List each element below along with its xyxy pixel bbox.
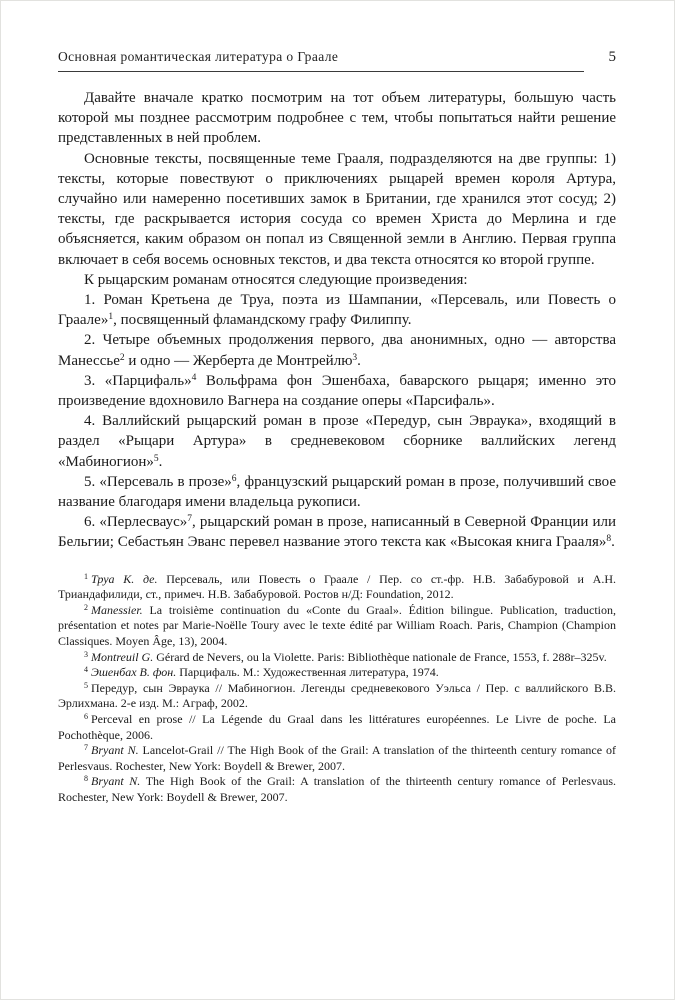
footnote: $^1$ Труа К. де. Персеваль, или Повесть о Граале / Пер. со ст.-фр. Н.В. Забабуровой и А.Н. Триандафилиди, ст., примеч. Н.В. Забабуровой. Ростов н/Д: Foundation, 2012. — [58, 571, 616, 602]
footnote: $^4$ Эшенбах В. фон. Парцифаль. М.: Художественная литература, 1974. — [84, 665, 439, 680]
italic-text: Эшенбах В. фон. — [91, 665, 177, 680]
paragraph: Давайте вначале кратко посмотрим на тот объем литературы, большую часть которой мы позднее рассмотрим подробнее с тем, чтобы попытаться найти решение представленных в ней проблем. — [58, 90, 616, 147]
footnote-ref: 2 — [119, 352, 125, 363]
page-header — [58, 49, 616, 66]
italic-text: Manessier. — [91, 602, 143, 617]
italic-text: Труа К. де. — [91, 571, 158, 586]
footnote-marker: 7 — [84, 743, 88, 753]
footnote-ref: 5 — [153, 453, 159, 464]
running-title: Основная романтическая литература о Граале — [58, 49, 339, 64]
body-text — [58, 88, 616, 553]
footnote-ref: 4 — [191, 372, 197, 383]
footnote: $^2$ Manessier. La troisième continuation du «Conte du Graal». Édition bilingue. Publication, traduction, présentation et notes par Marie-Noëlle Toury avec le texte édité par William Roach. Paris, Champion (Champion Classiques. Moyen Âge, 13), 2004. — [58, 602, 616, 649]
footnote-marker: 1 — [84, 571, 88, 581]
italic-text: Bryant N. — [91, 743, 139, 758]
footnote-marker: 6 — [84, 712, 88, 722]
footnote: $^5$ Передур, сын Эвраука // Мабиногион. Легенды средневекового Уэльса / Пер. с валлийского В.В. Эрлихмана. 2-е изд. М.: Аграф, 2002. — [58, 680, 616, 711]
footnote-ref: 7 — [187, 514, 192, 525]
footnote-ref: 1 — [108, 312, 114, 323]
italic-text: Bryant N. — [91, 774, 141, 789]
paragraph: 3. «Парцифаль»$^4$ Вольфрама фон Эшенбаха, баварского рыцаря; именно это произведение вдохновило Вагнера на создание оперы «Парсифаль». — [58, 372, 616, 410]
paragraph: 2. Четыре объемных продолжения первого, два анонимных, одно — авторства Манессье$^2$ и одно — Жерберта де Монтрейлю$^3$. — [58, 332, 616, 369]
italic-text: Montreuil G. — [91, 649, 154, 664]
paragraph: 6. «Перлесваус»$^7$, рыцарский роман в прозе, написанный в Северной Франции или Бельгии; Себастьян Эванс перевел название этого текста как «Высокая книга Грааля»$^8$. — [58, 514, 616, 551]
page-number: 5 — [608, 49, 616, 65]
paragraph: Основные тексты, посвященные теме Грааля, подразделяются на две группы: 1) тексты, которые повествуют о приключениях рыцарей времен короля Артура, случайно или намеренно посетивших замок в Британии, где хранился этот сосуд; 2) тексты, где раскрывается история сосуда со времен Христа до Мерлина и где объясняется, каким образом он попал из Священной земли в Англию. Первая группа включает в себя восемь основных текстов, и два текста относятся ко второй группе. — [58, 150, 616, 268]
footnote-ref: 3 — [352, 352, 358, 363]
footnote-marker: 4 — [84, 665, 88, 675]
footnote: $^8$ Bryant N. The High Book of the Grail: A translation of the thirteenth century romance of Perlesvaus. Rochester, New York: Boydell & Brewer, 2007. — [58, 774, 616, 804]
footnote: $^7$ Bryant N. Lancelot-Grail // The High Book of the Grail: A translation of the thirteenth century romance of Perlesvaus. Rochester, New York: Boydell & Brewer, 2007. — [58, 743, 616, 773]
footnote: $^6$ Perceval en prose // La Légende du Graal dans les littératures européennes. Le Livre de poche. La Pochothèque, 2006. — [58, 712, 616, 742]
footnote-marker: 2 — [84, 602, 88, 612]
paragraph: 4. Валлийский рыцарский роман в прозе «Передур, сын Эвраука», входящий в раздел «Рыцари Артура» в средневековом сборнике валлийских легенд «Мабиногион»$^5$. — [58, 413, 616, 470]
footnote-marker: 8 — [84, 774, 88, 784]
header-rule — [58, 71, 584, 72]
footnote-marker: 5 — [84, 680, 88, 690]
footnote: $^3$ Montreuil G. Gérard de Nevers, ou la Violette. Paris: Bibliothèque nationale de France, 1553, f. 288r–325v. — [84, 649, 607, 664]
paragraph: К рыцарским романам относятся следующие произведения: — [84, 271, 468, 288]
footnote-ref: 6 — [231, 473, 237, 484]
footnotes-section — [58, 572, 616, 806]
footnote-ref: 8 — [606, 534, 612, 545]
footnote-marker: 3 — [84, 649, 88, 659]
paragraph: 1. Роман Кретьена де Труа, поэта из Шампании, «Персеваль, или Повесть о Граале»$^1$, посвященный фламандскому графу Филиппу. — [58, 292, 616, 329]
paragraph: 5. «Персеваль в прозе»$^6$, французский рыцарский роман в прозе, получивший свое название благодаря имени владельца рукописи. — [58, 473, 616, 511]
